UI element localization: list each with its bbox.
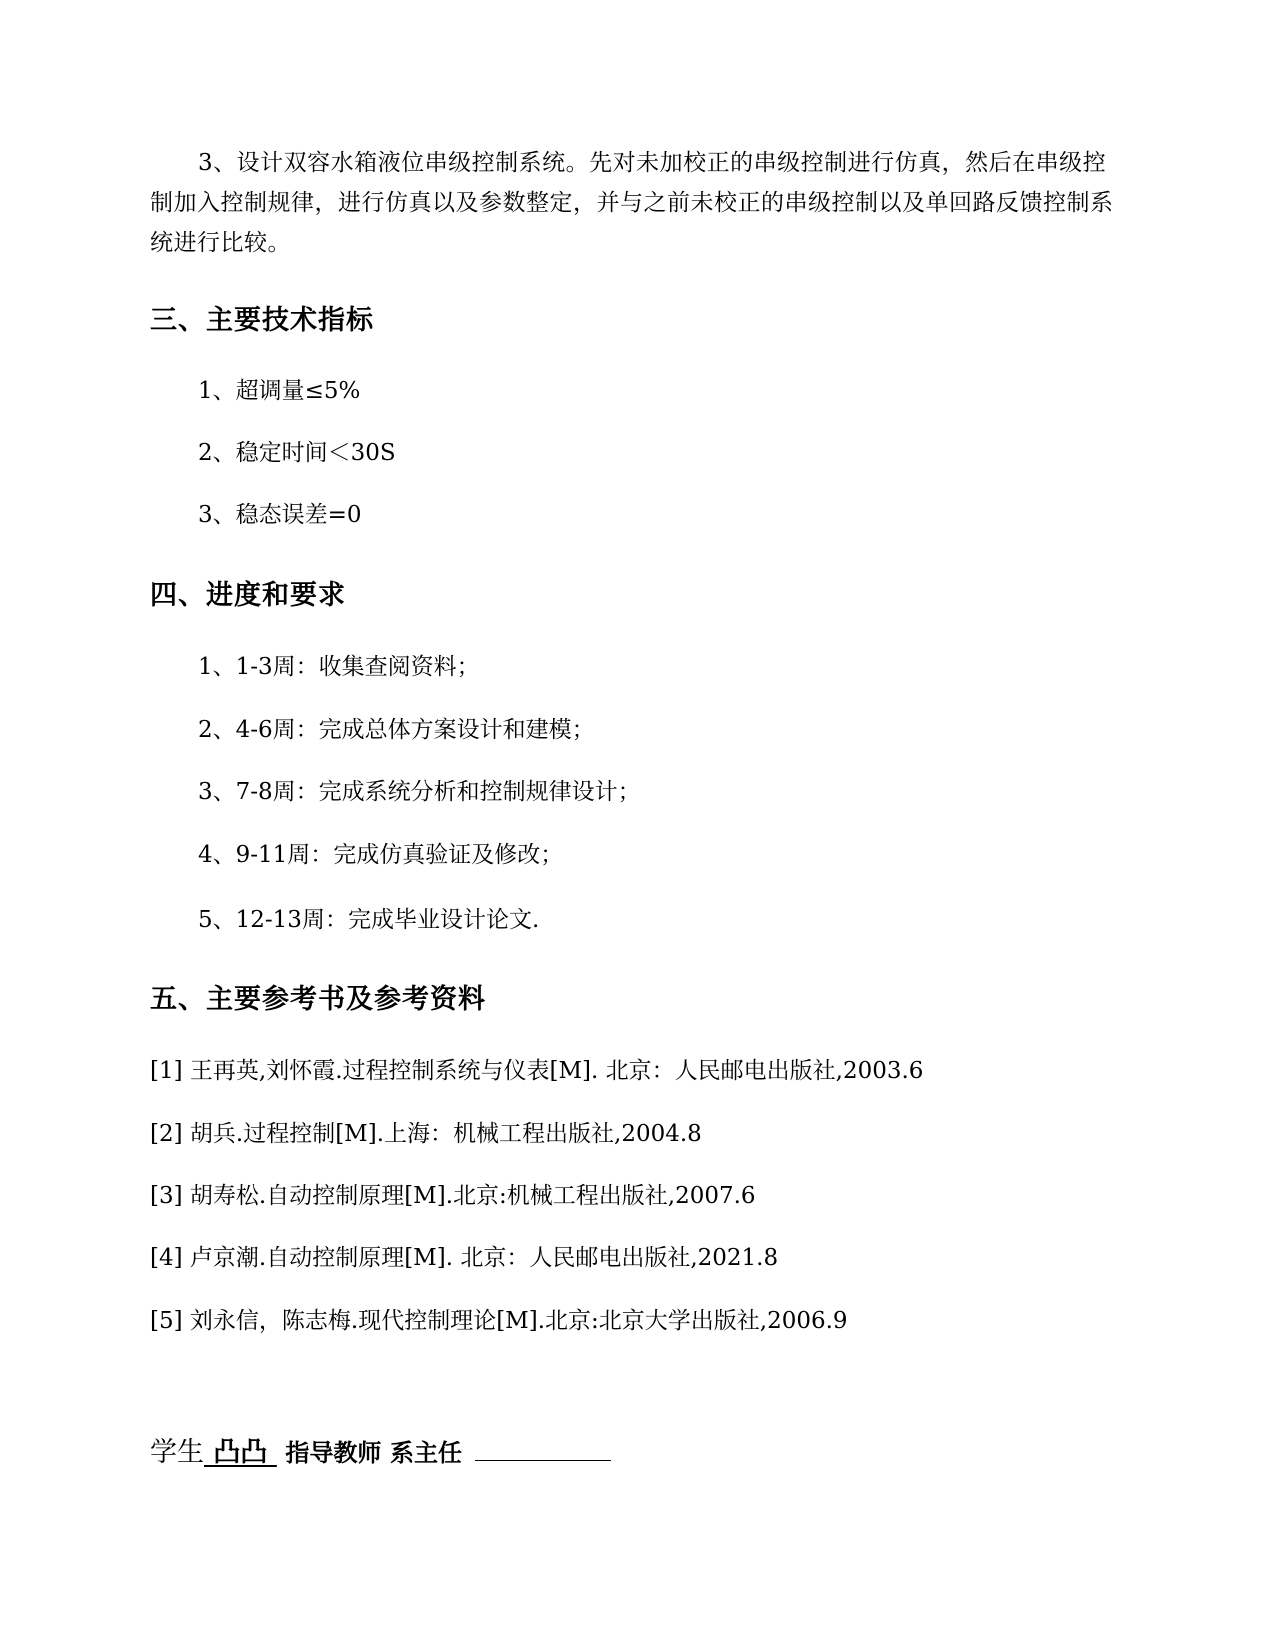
schedule-item-5: 5、12-13周：完成毕业设计论文. [198,907,540,933]
student-name: 凸凸 [213,1437,268,1468]
schedule-item-3: 3、7-8周：完成系统分析和控制规律设计； [198,779,641,805]
schedule-item-2: 2、4-6周：完成总体方案设计和建模； [198,717,595,743]
reference-item-4: [4] 卢京潮.自动控制原理[M]. 北京：人民邮电出版社,2021.8 [150,1245,779,1271]
section-4-heading: 四、进度和要求 [150,580,346,611]
schedule-item-1: 1、1-3周：收集查阅资料； [198,654,480,680]
student-label: 学生 [150,1437,204,1468]
reference-item-5: [5] 刘永信，陈志梅.现代控制理论[M].北京:北京大学出版社,2006.9 [150,1308,848,1334]
section-2-item-3-paragraph: 3、设计双容水箱液位串级控制系统。先对未加校正的串级控制进行仿真，然后在串级控制加入控制规律，进行仿真以及参数整定，并与之前未校正的串级控制以及单回路反馈控制系统进行比较。 [150,150,1114,256]
dept-head-signature-blank [475,1434,611,1461]
section-5-heading: 五、主要参考书及参考资料 [150,984,486,1015]
reference-item-3: [3] 胡寿松.自动控制原理[M].北京:机械工程出版社,2007.6 [150,1183,756,1209]
section-3-heading: 三、主要技术指标 [150,305,374,336]
reference-item-1: [1] 王再英,刘怀霞.过程控制系统与仪表[M]. 北京：人民邮电出版社,2003.6 [150,1058,924,1084]
tech-indicator-3: 3、稳态误差=0 [198,502,362,528]
signature-line [150,1430,611,1469]
advisor-label: 指导教师 [285,1439,382,1467]
dept-head-label: 系主任 [390,1439,462,1467]
schedule-item-4: 4、9-11周：完成仿真验证及修改； [198,842,564,868]
tech-indicator-1: 1、超调量≤5% [198,378,361,404]
tech-indicator-2: 2、稳定时间＜30S [198,440,396,466]
reference-item-2: [2] 胡兵.过程控制[M].上海：机械工程出版社,2004.8 [150,1121,702,1147]
